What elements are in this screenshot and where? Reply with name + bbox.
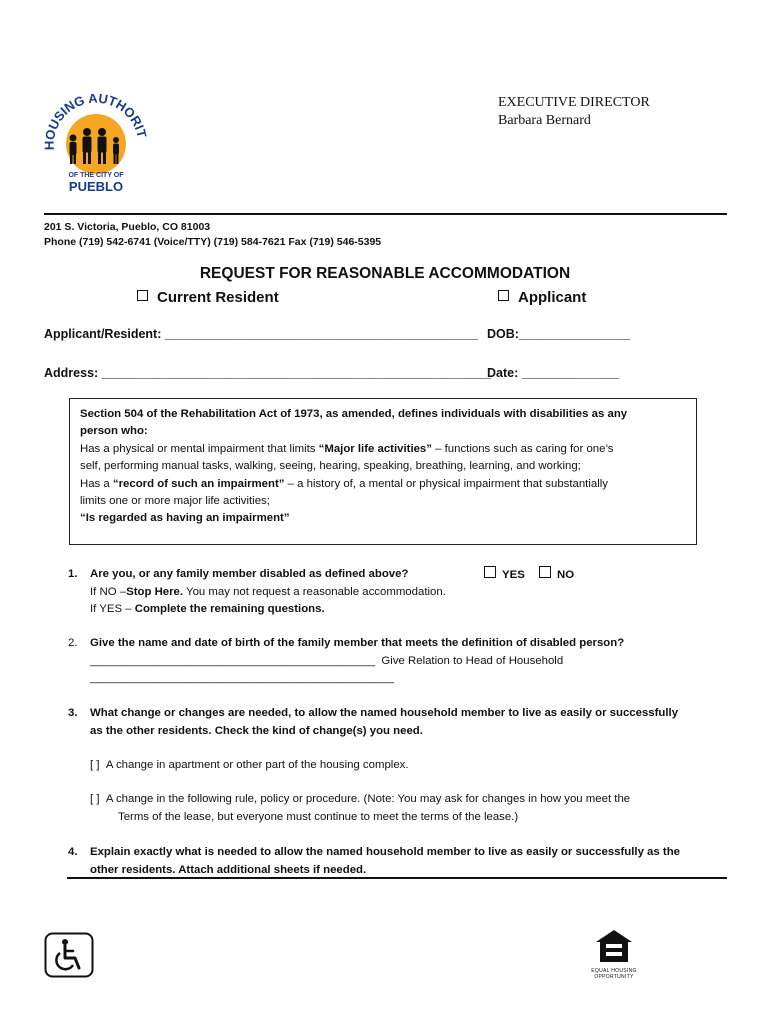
address-field[interactable]: Address: ________________________________________________________ <box>44 366 491 380</box>
exec-title: EXECUTIVE DIRECTOR <box>498 95 650 110</box>
current-resident-label: Current Resident <box>157 289 279 306</box>
equal-housing-logo <box>590 928 638 980</box>
definition-2-cont: limits one or more major life activities; <box>80 495 270 508</box>
section-504-heading-1: Section 504 of the Rehabilitation Act of 1973, as amended, defines individuals with disabilities as any <box>80 408 628 420</box>
no-option[interactable]: NO <box>539 566 574 585</box>
dob-field[interactable]: DOB:________________ <box>487 327 631 341</box>
option-1-checkbox[interactable]: [ ] <box>90 759 100 771</box>
applicant-option[interactable] <box>498 289 586 306</box>
definition-1-cont: self, performing manual tasks, walking, seeing, hearing, speaking, breathing, learning, and working; <box>80 460 581 473</box>
phone-line: Phone (719) 542-6741 (Voice/TTY) (719) 584-7621 Fax (719) 546-5395 <box>44 236 382 248</box>
relation-label: Give Relation to Head of Household <box>381 654 564 667</box>
question-3-text-1: What change or changes are needed, to allow the named household member to live as easily or successfully <box>90 707 679 719</box>
yes-checkbox[interactable] <box>484 566 496 578</box>
form-title: REQUEST FOR REASONABLE ACCOMMODATION <box>199 265 571 282</box>
question-2-text: Give the name and date of birth of the family member that meets the definition of disabled person? <box>90 637 625 649</box>
contact-block <box>44 220 381 250</box>
current-resident-checkbox[interactable] <box>137 290 148 301</box>
applicant-label: Applicant <box>518 289 587 306</box>
definition-2: Has a “record of such an impairment” – a history of, a mental or physical impairment that substantially <box>80 477 608 490</box>
if-no-line: If NO –Stop Here. You may not request a reasonable accommodation. <box>90 585 446 598</box>
no-checkbox[interactable] <box>539 566 551 578</box>
question-1-text: Are you, or any family member disabled as defined above? <box>90 568 409 580</box>
current-resident-option[interactable] <box>137 289 279 306</box>
relation-line[interactable]: ________________________________________________ <box>90 672 395 684</box>
date-field[interactable]: Date: ______________ <box>487 366 620 380</box>
eho-line-1: EQUAL HOUSING <box>591 968 637 974</box>
eho-line-2: OPPORTUNITY <box>594 973 634 980</box>
applicant-checkbox[interactable] <box>498 290 509 301</box>
option-2-checkbox[interactable]: [ ] <box>90 793 100 805</box>
yes-option[interactable]: YES <box>484 566 525 585</box>
question-3-text-2: as the other residents. Check the kind of change(s) you need. <box>90 724 423 737</box>
question-4-answer-line[interactable] <box>67 877 727 879</box>
equal-housing-house-icon <box>594 928 634 964</box>
address-line: 201 S. Victoria, Pueblo, CO 81003 <box>44 221 211 233</box>
name-dob-line[interactable]: _____________________________________________ Give Relation to Head of Household <box>90 654 564 667</box>
question-4-text-1: Explain exactly what is needed to allow the named household member to live as easily or successfully as the <box>90 846 680 858</box>
if-yes-line: If YES – Complete the remaining questions. <box>90 603 325 615</box>
header-divider <box>44 213 727 215</box>
executive-director-block <box>498 94 650 130</box>
applicant-resident-field[interactable]: Applicant/Resident: _____________________________________________ <box>44 327 478 341</box>
section-504-heading-2: person who: <box>80 425 148 438</box>
logo-sub-text: OF THE CITY OF <box>68 172 124 179</box>
section-504-box <box>69 398 697 545</box>
question-1: 1. Are you, or any family member disabled as defined above? YES NO If NO –Stop Here. You may not request a reasonable accommodation. If YES – Complete the remaining questions. <box>68 566 728 622</box>
change-option-2[interactable]: [ ] A change in the following rule, policy or procedure. (Note: You may ask for changes in how you meet the Terms of the lease, but everyone must continue to meet the terms of the lease.) <box>90 791 730 826</box>
change-option-1[interactable]: [ ] A change in apartment or other part of the housing complex. <box>90 759 409 771</box>
definition-1: Has a physical or mental impairment that limits “Major life activities” – functions such as caring for one’s <box>80 442 614 455</box>
wheelchair-accessible-icon <box>44 932 94 978</box>
option-2-cont: Terms of the lease, but everyone must continue to meet the terms of the lease.) <box>118 810 519 823</box>
question-4: 4. Explain exactly what is needed to allow the named household member to live as easily or successfully as the other residents. Attach additional sheets if needed. <box>68 844 728 884</box>
question-2: 2. Give the name and date of birth of the family member that meets the definition of disabled person? _____________________________________________ Give Relation to Head of Household ________________________________________________ <box>68 635 728 691</box>
definition-3: “Is regarded as having an impairment” <box>80 512 290 525</box>
housing-authority-logo <box>40 88 148 198</box>
logo-city-text: PUEBLO <box>68 179 124 194</box>
exec-name: Barbara Bernard <box>498 113 591 128</box>
logo-arc-text: HOUSING AUTHORIT <box>41 90 148 151</box>
question-3: 3. What change or changes are needed, to allow the named household member to live as easily or successfully as the other residents. Check the kind of change(s) you need. <box>68 705 728 745</box>
question-4-text-2: other residents. Attach additional sheets if needed. <box>90 863 367 876</box>
